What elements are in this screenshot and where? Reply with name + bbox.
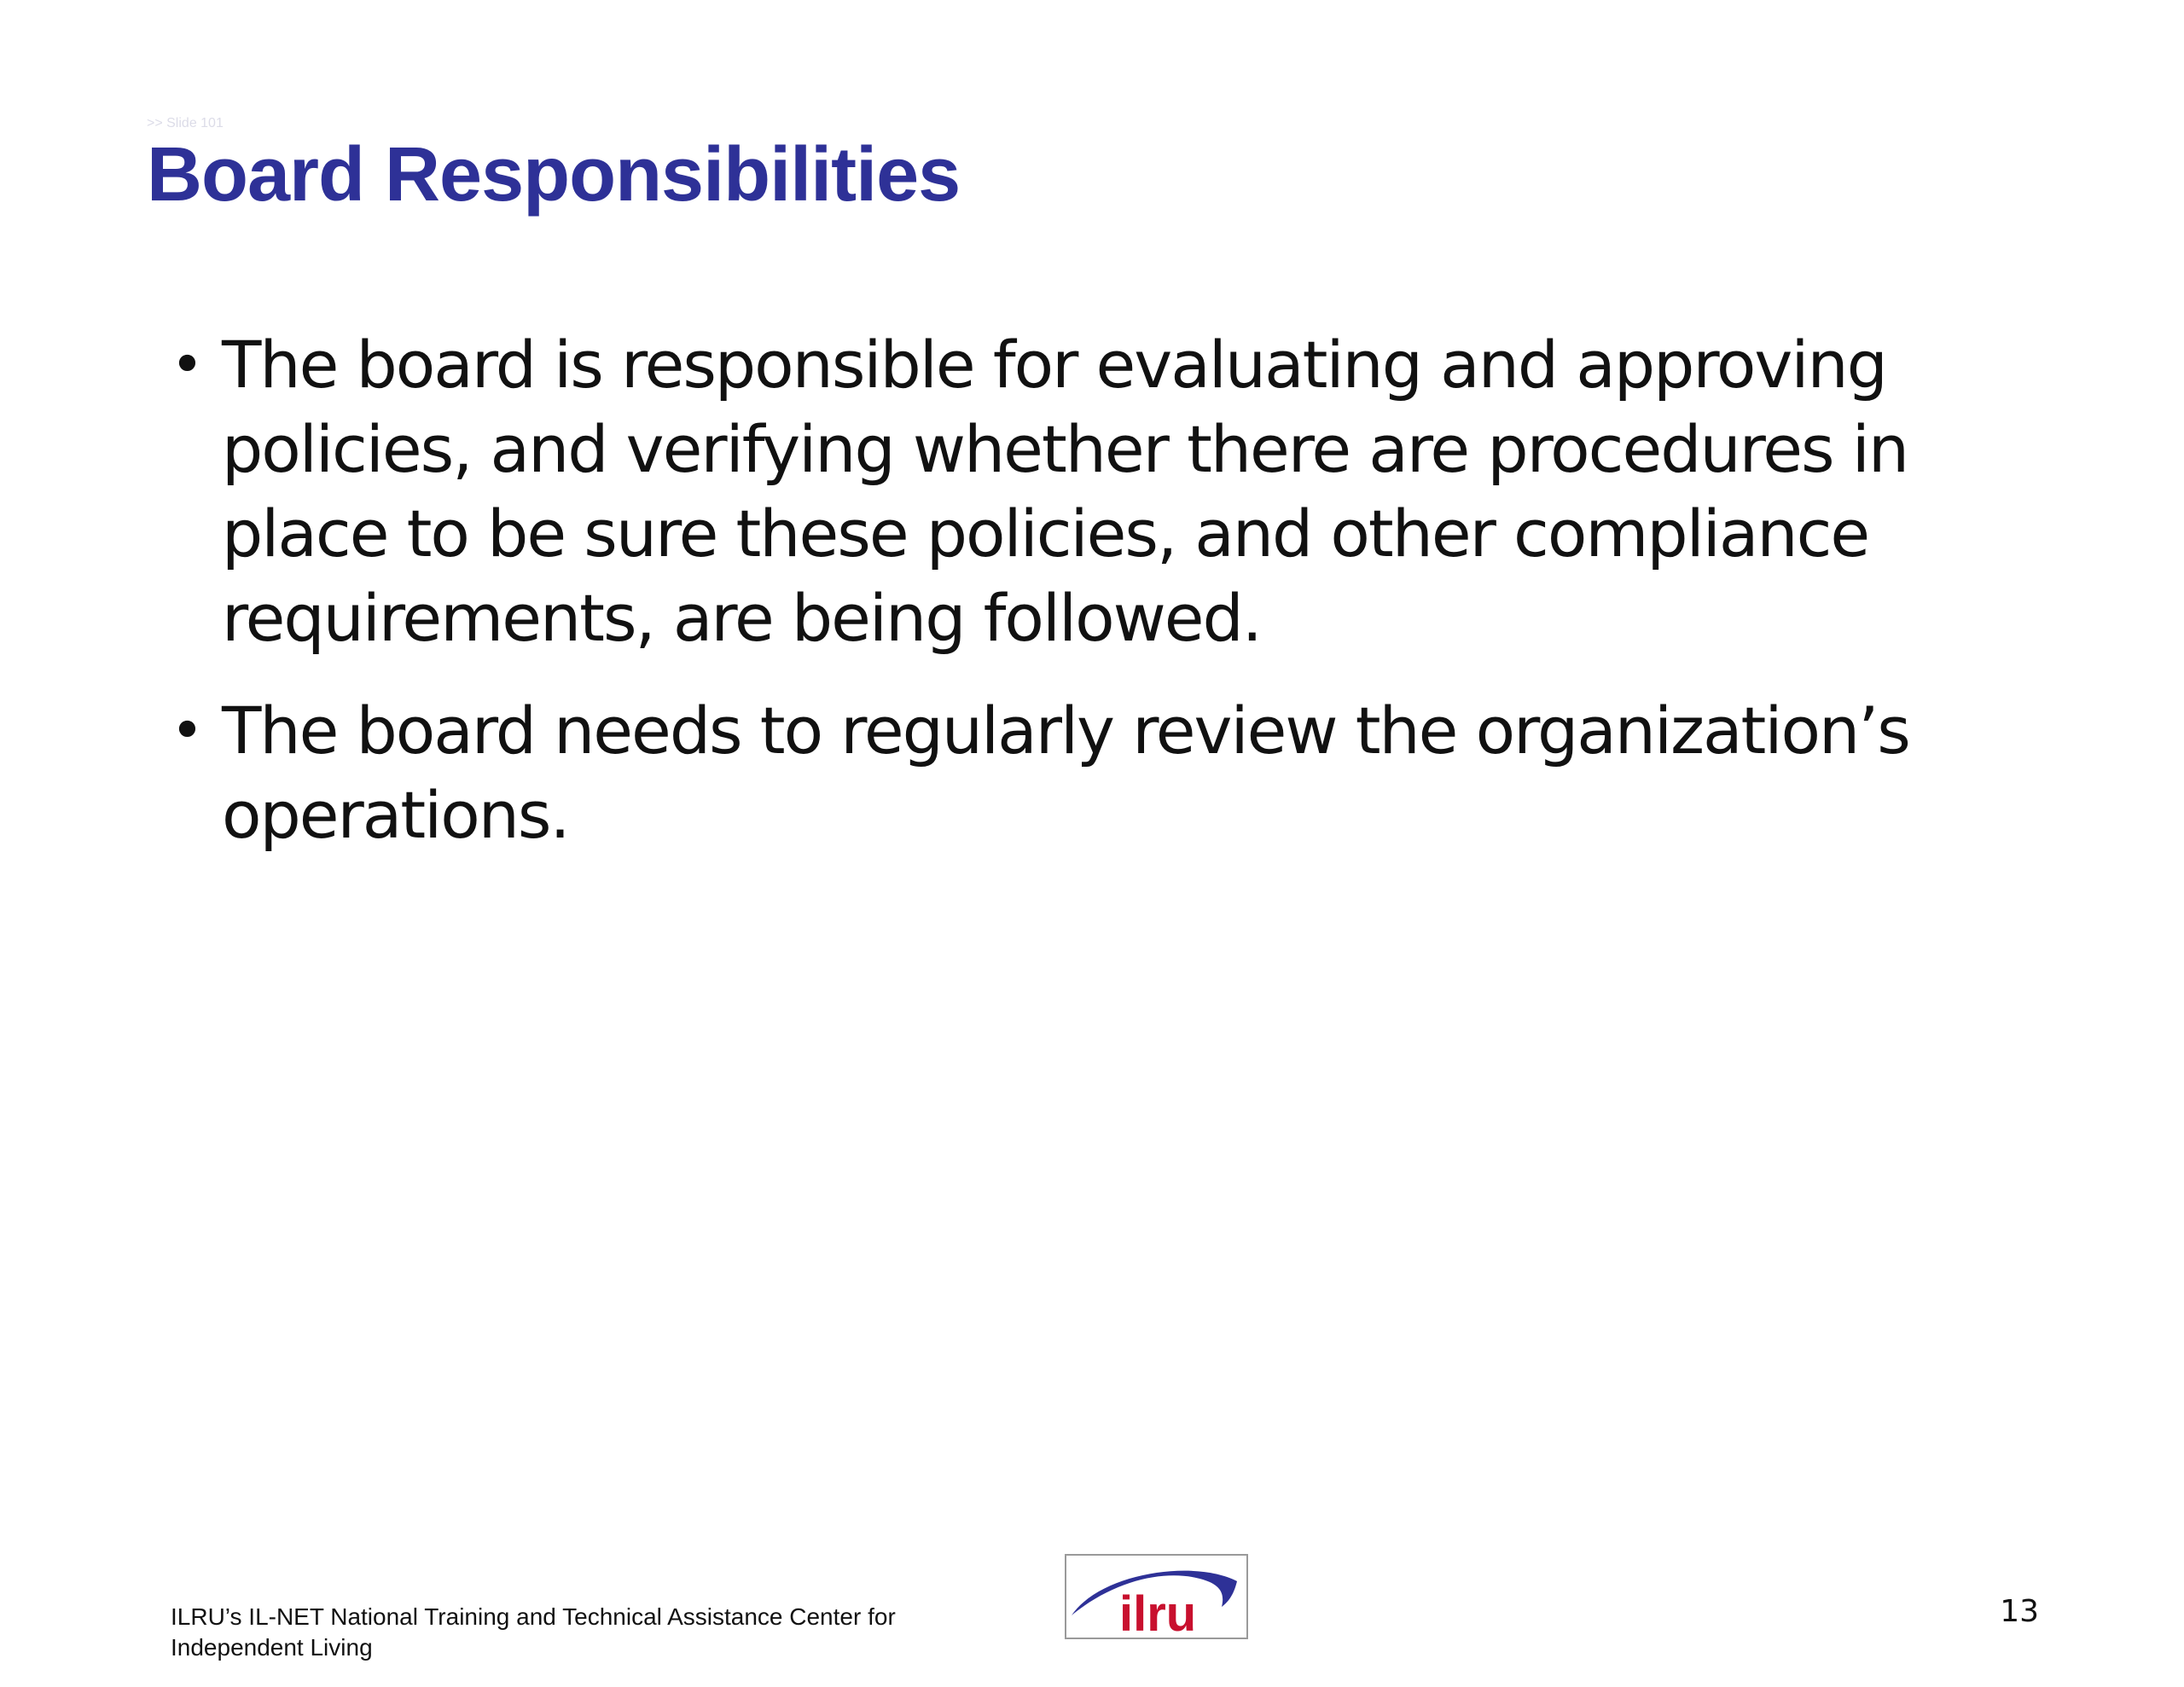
bullet-icon: • <box>171 332 202 397</box>
bullet-item <box>171 322 2030 660</box>
logo-text: ilru <box>1119 1586 1197 1638</box>
ilru-logo-icon <box>1066 1556 1246 1638</box>
slide-title: Board Responsibilities <box>147 132 961 217</box>
bullet-icon: • <box>171 698 202 763</box>
ilru-logo <box>1065 1554 1248 1639</box>
bullet-text: The board is responsible for evaluating and approving policies, and verifying whether there are procedures in place to be sure these policies, and other compliance requirements, are being followed. <box>222 327 1908 656</box>
bullet-list <box>171 322 2030 885</box>
bullet-text: The board needs to regularly review the organization’s operations. <box>222 693 1909 853</box>
page-number: 13 <box>2000 1594 2039 1629</box>
footer-organization: ILRU’s IL-NET National Training and Technical Assistance Center for Independent Living <box>171 1603 896 1661</box>
bullet-item <box>171 688 2030 857</box>
slide-marker: >> Slide 101 <box>147 116 224 130</box>
